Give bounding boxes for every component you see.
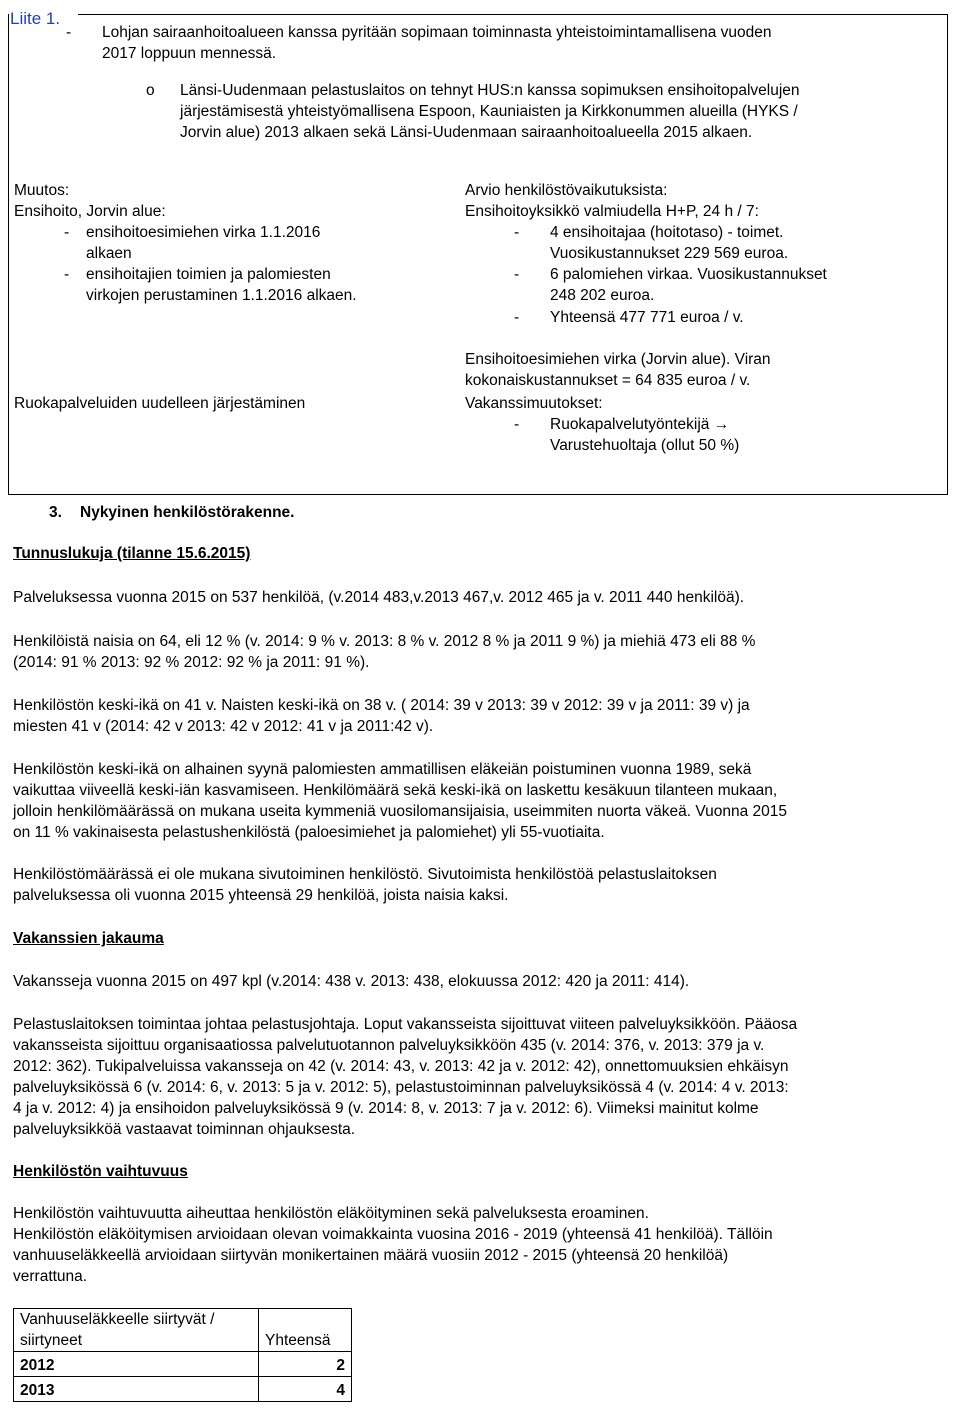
vakanssi-item-line1: [550, 414, 729, 435]
esimies-line2: kokonaiskustannukset = 64 835 euroa / v.: [465, 372, 751, 389]
paragraph-line: palveluyksikössä 6 (v. 2014: 6, v. 2013: 5 ja v. 2012: 5), pelastustoiminnan palveluyksikössä 4 (v. 2014: 4 v. 2013:: [13, 1079, 789, 1096]
paragraph: Palveluksessa vuonna 2015 on 537 henkilöä, (v.2014 483,v.2013 467,v. 2012 465 ja v. 2011 440 henkilöä).: [13, 589, 745, 606]
subbullet-line2: järjestämisestä yhteistyömallisena Espoon, Kauniaisten ja Kirkkonummen alueilla (HYKS /: [180, 103, 798, 120]
arvio-label: Arvio henkilöstövaikutuksista:: [465, 182, 668, 199]
table-cell-year: 2013: [14, 1377, 259, 1402]
left-item2-line1: ensihoitajien toimien ja palomiesten: [86, 266, 331, 283]
paragraph-line: Pelastuslaitoksen toimintaa johtaa pelastusjohtaja. Loput vakansseista sijoittuvat viiteen palveluyksikköön. Pääosa: [13, 1016, 798, 1033]
vakanssi-item-text: Ruokapalvelutyöntekijä: [550, 416, 710, 433]
retirement-table: [13, 1308, 352, 1402]
right-item2-line1: 6 palomiehen virkaa. Vuosikustannukset: [550, 266, 827, 283]
ruokapalvelu-label: Ruokapalveluiden uudelleen järjestäminen: [14, 395, 306, 412]
section-number: 3.: [49, 504, 62, 521]
paragraph-line: palveluksessa oli vuonna 2015 yhteensä 29 henkilöä, joista naisia kaksi.: [13, 887, 509, 904]
paragraph-line: vanhuuseläkkeellä arvioidaan siirtyvän monikertainen määrä vuosiin 2012 - 2015 (yhteensä 20 henkilöä): [13, 1247, 729, 1264]
paragraph-line: palveluyksikköä vastaavat toiminnan ohjauksesta.: [13, 1121, 356, 1138]
left-item1-line1: ensihoitoesimiehen virka 1.1.2016: [86, 224, 321, 241]
paragraph-line: Henkilöstömäärässä ei ole mukana sivutoiminen henkilöstö. Sivutoimista henkilöstöä pelastuslaitoksen: [13, 866, 717, 883]
right-item1-line2: Vuosikustannukset 229 569 euroa.: [550, 245, 789, 262]
section-title: Nykyinen henkilöstörakenne.: [80, 504, 295, 521]
right-item1-line1: 4 ensihoitajaa (hoitotaso) - toimet.: [550, 224, 784, 241]
list-dash: -: [514, 416, 520, 433]
paragraph-line: 2012: 362). Tukipalveluissa vakansseja on 42 (v. 2014: 43, v. 2013: 42 ja v. 2012: 42), onnettomuuksien ehkäisyn: [13, 1058, 789, 1075]
vakanssi-item-line2: Varustehuoltaja (ollut 50 %): [550, 437, 740, 454]
table-row: [14, 1352, 352, 1377]
table-cell-value: 2: [259, 1352, 352, 1377]
subbullet-line3: Jorvin alue) 2013 alkaen sekä Länsi-Uudenmaan sairaanhoitoalueella 2015 alkaen.: [180, 124, 753, 141]
list-dash: -: [514, 266, 520, 283]
list-dash: -: [514, 309, 520, 326]
esimies-line1: Ensihoitoesimiehen virka (Jorvin alue). Viran: [465, 351, 771, 368]
paragraph-line: on 11 % vakinaisesta pelastushenkilöstä (paloesimiehet ja palomiehet) yli 55-vuotiaita.: [13, 824, 605, 841]
vakanssimuutokset-label: Vakanssimuutokset:: [465, 395, 603, 412]
table-row: [14, 1377, 352, 1402]
bullet-dash: -: [66, 24, 72, 41]
paragraph-line: Henkilöstön eläköitymisen arvioidaan olevan voimakkainta vuosina 2016 - 2019 (yhteensä 41 henkilöä). Tällöin: [13, 1226, 773, 1243]
left-item2-line2: virkojen perustaminen 1.1.2016 alkaen.: [86, 287, 357, 304]
paragraph: Vakansseja vuonna 2015 on 497 kpl (v.2014: 438 v. 2013: 438, elokuussa 2012: 420 ja 2011: 414).: [13, 973, 690, 990]
table-header-row: [14, 1309, 352, 1352]
paragraph-line: Henkilöstön vaihtuvuutta aiheuttaa henkilöstön eläköityminen sekä palveluksesta eroaminen.: [13, 1205, 649, 1222]
paragraph-line: Henkilöstön keski-ikä on 41 v. Naisten keski-ikä on 38 v. ( 2014: 39 v 2013: 39 v 2012: 39 v ja 2011: 39 v) ja: [13, 697, 750, 714]
vakanssit-heading: Vakanssien jakauma: [13, 930, 164, 947]
appendix-label: Liite 1.: [10, 9, 61, 28]
arrow-right-icon: →: [713, 416, 730, 433]
list-dash: -: [64, 266, 70, 283]
table-header-cell: Yhteensä: [259, 1309, 352, 1352]
table-header-cell: [14, 1309, 259, 1352]
list-dash: -: [64, 224, 70, 241]
paragraph-line: Henkilöstön keski-ikä on alhainen syynä palomiesten ammatillisen eläkeiän poistuminen vuonna 1989, sekä: [13, 761, 752, 778]
bullet1-line2: 2017 loppuun mennessä.: [102, 45, 277, 62]
yksikko-label: Ensihoitoyksikkö valmiudella H+P, 24 h / 7:: [465, 203, 759, 220]
paragraph-line: (2014: 91 % 2013: 92 % 2012: 92 % ja 2011: 91 %).: [13, 654, 370, 671]
header-line2: siirtyneet: [20, 1332, 83, 1349]
tunnusluvut-heading: Tunnuslukuja (tilanne 15.6.2015): [13, 545, 251, 562]
left-item1-line2: alkaen: [86, 245, 132, 262]
right-item2-line2: 248 202 euroa.: [550, 287, 655, 304]
subbullet-line1: Länsi-Uudenmaan pelastuslaitos on tehnyt HUS:n kanssa sopimuksen ensihoitopalvelujen: [180, 82, 800, 99]
paragraph-line: Henkilöistä naisia on 64, eli 12 % (v. 2014: 9 % v. 2013: 8 % v. 2012 8 % ja 2011 9 %) ja miehiä 473 eli 88 %: [13, 633, 756, 650]
paragraph-line: 4 ja v. 2012: 4) ja ensihoidon palveluyksikössä 9 (v. 2014: 8, v. 2013: 7 ja v. 2012: 6). Viimeksi mainitut kolme: [13, 1100, 759, 1117]
vaihtuvuus-heading: Henkilöstön vaihtuvuus: [13, 1163, 188, 1180]
list-dash: -: [514, 224, 520, 241]
muutos-label: Muutos:: [14, 182, 70, 199]
ensihoito-label: Ensihoito, Jorvin alue:: [14, 203, 166, 220]
header-line1: Vanhuuseläkkeelle siirtyvät /: [20, 1311, 215, 1328]
table-cell-value: 4: [259, 1377, 352, 1402]
paragraph-line: jolloin henkilömäärässä on mukana useita kymmeniä vuosilomansijaisia, useimmiten nuorta väkeä. Vuonna 2015: [13, 803, 787, 820]
paragraph-line: verrattuna.: [13, 1268, 88, 1285]
bullet1-line1: Lohjan sairaanhoitoalueen kanssa pyritään sopimaan toiminnasta yhteistoimintamallisena vuoden: [102, 24, 772, 41]
paragraph-line: vaikuttaa viiveellä keski-iän kasvamiseen. Henkilömäärä sekä keski-ikä on laskettu kesäkuun tilanteen mukaan,: [13, 782, 778, 799]
subbullet-marker: o: [146, 82, 155, 99]
paragraph-line: miesten 41 v (2014: 42 v 2013: 42 v 2012: 41 v ja 2011:42 v).: [13, 718, 434, 735]
right-item3: Yhteensä 477 771 euroa / v.: [550, 309, 744, 326]
table-cell-year: 2012: [14, 1352, 259, 1377]
paragraph-line: vakansseista sijoittuu organisaatiossa palvelutuotannon palveluyksikköön 435 (v. 2014: 376, v. 2013: 379 ja v.: [13, 1037, 765, 1054]
